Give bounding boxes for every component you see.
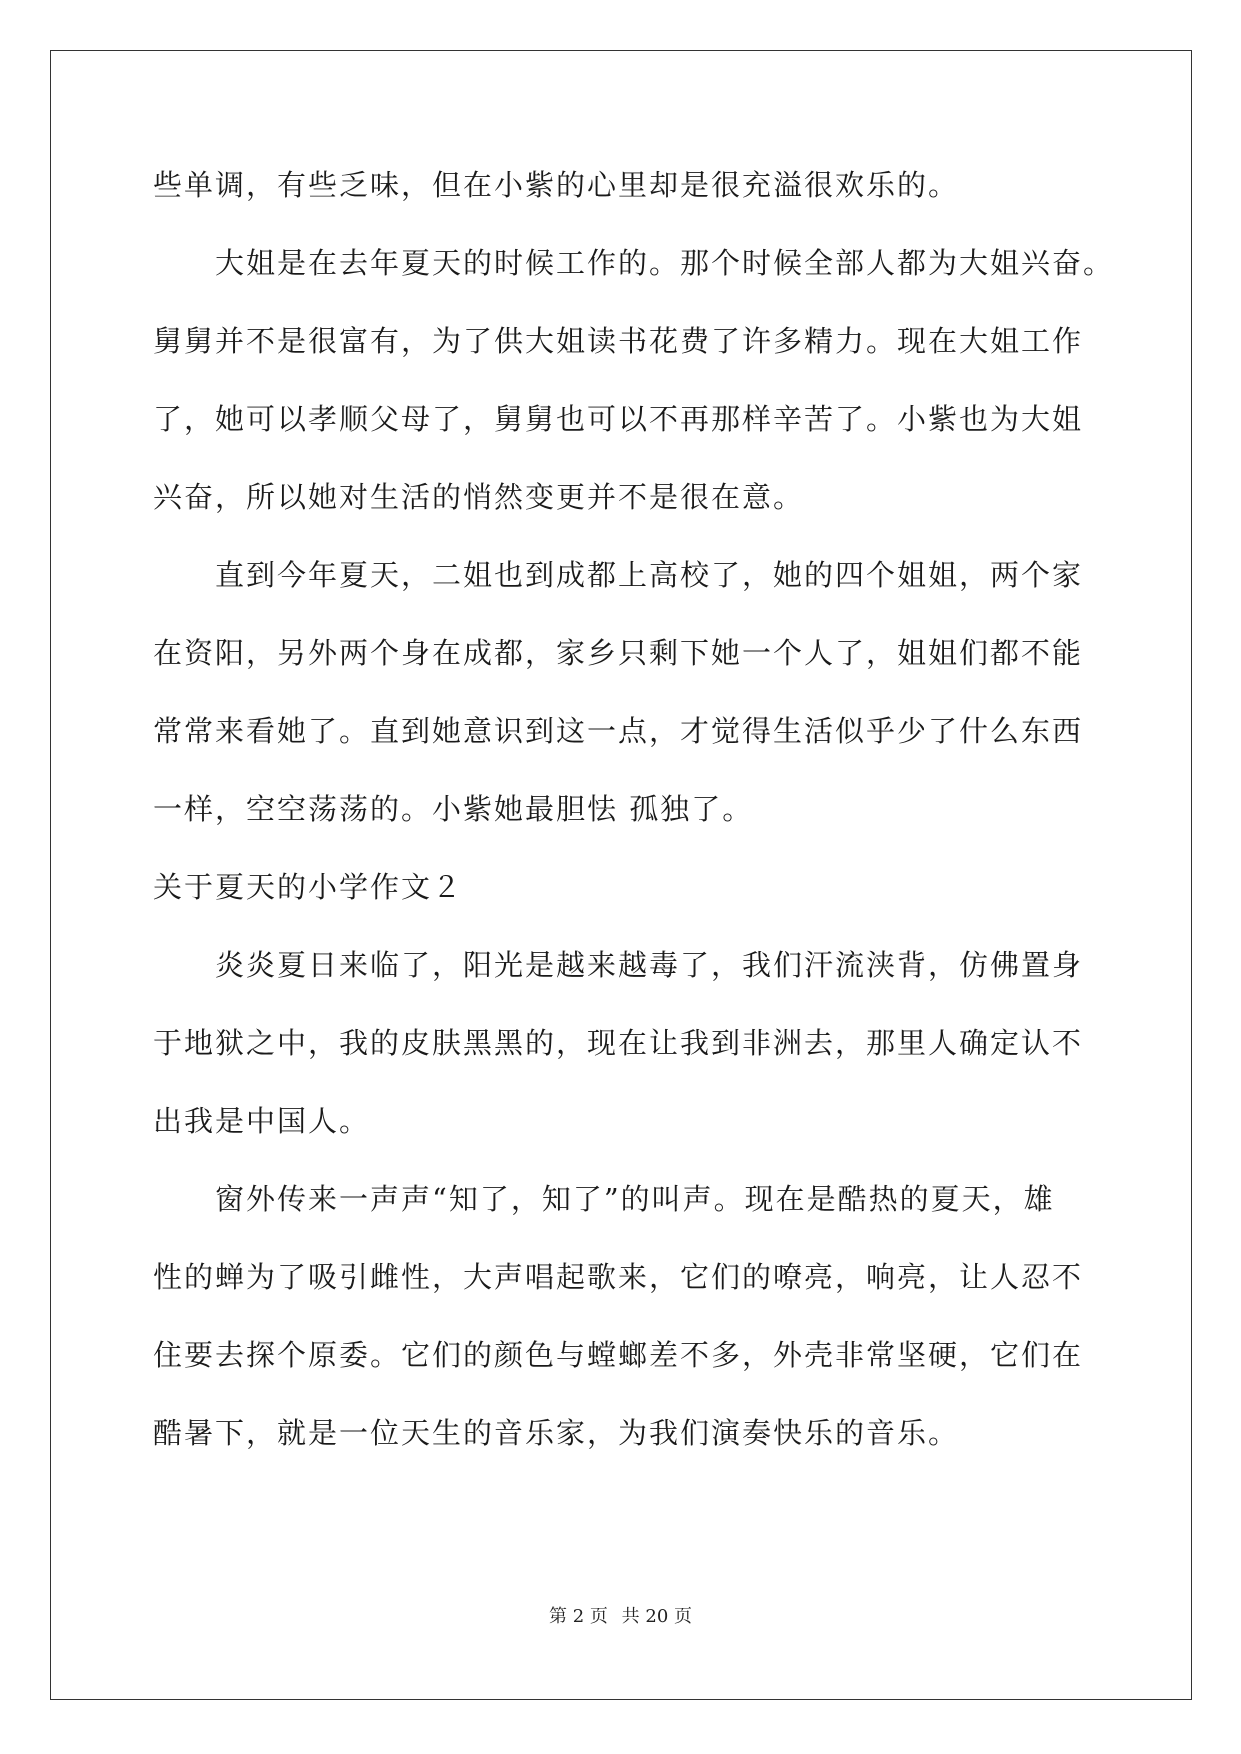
- text-line: 了，她可以孝顺父母了，舅舅也可以不再那样辛苦了。小紫也为大姐: [153, 402, 1084, 436]
- page-number: 第 2 页: [549, 1606, 608, 1627]
- text-line: 常常来看她了。直到她意识到这一点，才觉得生活似乎少了什么东西: [153, 714, 1084, 748]
- text-line: 性的蝉为了吸引雌性，大声唱起歌来，它们的嘹亮，响亮，让人忍不: [153, 1260, 1084, 1294]
- page-footer: [0, 1605, 1241, 1629]
- text-line: 些单调，有些乏味，但在小紫的心里却是很充溢很欢乐的。: [153, 168, 960, 202]
- paragraph-start-line: 大姐是在去年夏天的时候工作的。那个时候全部人都为大姐兴奋。: [215, 246, 1115, 280]
- text-line: 一样，空空荡荡的。小紫她最胆怯 孤独了。: [153, 792, 754, 826]
- text-line: 舅舅并不是很富有，为了供大姐读书花费了许多精力。现在大姐工作: [153, 324, 1084, 358]
- text-line: 酷暑下，就是一位天生的音乐家，为我们演奏快乐的音乐。: [153, 1416, 960, 1450]
- text-line: 住要去探个原委。它们的颜色与螳螂差不多，外壳非常坚硬，它们在: [153, 1338, 1084, 1372]
- paragraph-start-line: 炎炎夏日来临了，阳光是越来越毒了，我们汗流浃背，仿佛置身: [215, 948, 1084, 982]
- paragraph-start-line: 直到今年夏天，二姐也到成都上高校了，她的四个姐姐，两个家: [215, 558, 1084, 592]
- page-total: 共 20 页: [621, 1606, 692, 1627]
- section-heading: 关于夏天的小学作文２: [153, 870, 464, 904]
- text-line: 兴奋，所以她对生活的悄然变更并不是很在意。: [153, 480, 805, 514]
- text-line: 于地狱之中，我的皮肤黑黑的，现在让我到非洲去，那里人确定认不: [153, 1026, 1084, 1060]
- text-line: 出我是中国人。: [153, 1104, 371, 1138]
- text-line: 在资阳，另外两个身在成都，家乡只剩下她一个人了，姐姐们都不能: [153, 636, 1084, 670]
- paragraph-start-line: 窗外传来一声声“知了，知了”的叫声。现在是酷热的夏天，雄: [215, 1182, 1055, 1216]
